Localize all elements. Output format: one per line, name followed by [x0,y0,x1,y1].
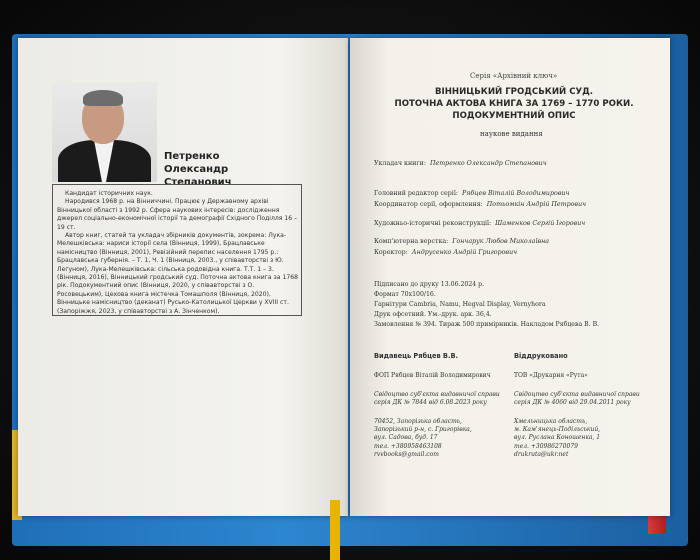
printer-address: вул. Руслана Коношенка, 1 [514,434,601,442]
printer-column [514,352,646,460]
printer-cert: Свідоцтво суб'єкта видавничої справи [514,390,640,398]
publisher-address: Запорізький р-н, с. Григорівка, [374,426,472,434]
photo-hair [83,90,123,106]
author-first-name: Олександр [164,164,229,175]
title-line: ПОДОКУМЕНТНИЙ ОПИС [452,111,576,121]
publisher-heading: Видавець Рябцев В.В. [374,352,458,360]
publisher-name: ФОП Рябцев Віталій Володимирович [374,372,491,380]
credit-reconstructions [374,220,585,227]
publisher-phone: тел. +380958463108 [374,442,442,450]
credit-label: Координатор серії, оформлення: [374,201,483,208]
print-line: Замовлення № 394. Тираж 500 примірників. Накладом Рябцева В. В. [374,321,600,328]
printer-heading: Віддруковано [514,352,568,360]
printer-cert: серія ДК № 4060 від 29.04.2011 року [514,399,631,407]
series-label: Серія «Архівний ключ» [470,72,558,80]
book-subtitle: наукове видання [480,130,543,138]
print-line: Формат 70х100/16. [374,291,436,298]
credit-coordinator [374,201,586,208]
bio-career: Народився 1968 р. на Вінниччині. Працює у Державному архіві Вінницької області з 1992 р. Сфера наукових інтересів: дослідження джерел соціально-економічної історії та демографії Східного Поділля 16 – 19 ст. [57,198,298,231]
print-line: Гарнітури Cambria, Namu, Hegval Display, Vernyhora [374,301,546,308]
credit-value: Шаменков Сергій Ігорович [495,220,586,227]
title-line: ВІННИЦЬКИЙ ГРОДСЬКИЙ СУД. [434,87,594,97]
bio-degree: Кандидат історичних наук. [65,190,153,197]
credit-label: Коректор: [374,249,408,256]
credit-label: Комп'ютерна верстка: [374,238,449,245]
credit-value: Рябцев Віталій Володимирович [461,190,570,197]
publisher-address: вул. Садова, буд. 17 [374,434,438,442]
author-photo [52,82,157,182]
publisher-address: 70452, Запорізька область, [374,417,462,425]
publisher-cert: Свідоцтво суб'єкта видавничої справи [374,390,500,398]
credit-proofreader [374,249,517,256]
author-patronymic: Степанович [164,177,232,188]
book-title [380,86,648,122]
credit-label: Укладач книги: [374,160,426,167]
printer-address: м. Кам'янець-Подільський, [514,426,601,434]
credit-layout [374,238,549,245]
author-bio [57,190,299,316]
title-line: ПОТОЧНА АКТОВА КНИГА ЗА 1769 – 1770 РОКИ. [394,99,634,109]
printer-email: drukruta@ukr.net [514,451,569,459]
credit-value: Потьомкін Андрій Петрович [486,201,587,208]
publisher-email: rvvbooks@gmail.com [374,451,439,459]
credit-value: Андрусенко Андрій Григорович [411,249,518,256]
publisher-column [374,352,506,460]
bookmark-ribbon [330,500,340,560]
print-line: Друк офсетний. Ум.-друк. арк. 36,4. [374,311,492,318]
credit-label: Художньо-історичні реконструкції: [374,220,492,227]
printer-address: Хмельницька область, [514,417,588,425]
printer-phone: тел. +30986270079 [514,442,578,450]
credit-chief-editor [374,190,569,197]
publisher-cert: серія ДК № 7844 від 6.08.2023 року [374,399,487,407]
credit-value: Петренко Олександр Степанович [429,160,547,167]
author-surname: Петренко [164,151,220,162]
print-line: Підписано до друку 13.06.2024 р. [374,281,485,288]
credit-label: Головний редактор серії: [374,190,458,197]
credit-value: Гончарук Любов Миколаївна [452,238,550,245]
print-info [374,280,599,330]
bio-works: Автор книг, статей та укладач збірників документів, зокрема: Лука-Мелешківська: нариси історії села (Вінниця, 1999), Брацлавське намісництво (Вінниця, 2001), Ревізійний перепис населення 1795 р.: Брацлавська губернія. – Т. 1, Ч. 1 (Вінниця, 2003., у співавторстві з Ю. Легуном), Лука-Мелешківська: сільська родовідна книга. Т.Т. 1 – 3. (Вінниця, 2016), Вінницький гродський суд. Поточна актова книга за 1768 рік. Подокументний опис (Вінниця, 2020, у співавторстві з О. Росовецьким), Цехова книга містечка Томашполя (Вінниця, 2020), Вінницьке намісництво (деканат) Русько-Католицької Церкви у XVIII ст. (Запоріжжя, 2023, у співавторстві з А. Зінченком). [57,232,298,315]
credit-compiler [374,160,547,167]
printer-name: ТОВ «Друкарня «Рута» [514,372,588,380]
